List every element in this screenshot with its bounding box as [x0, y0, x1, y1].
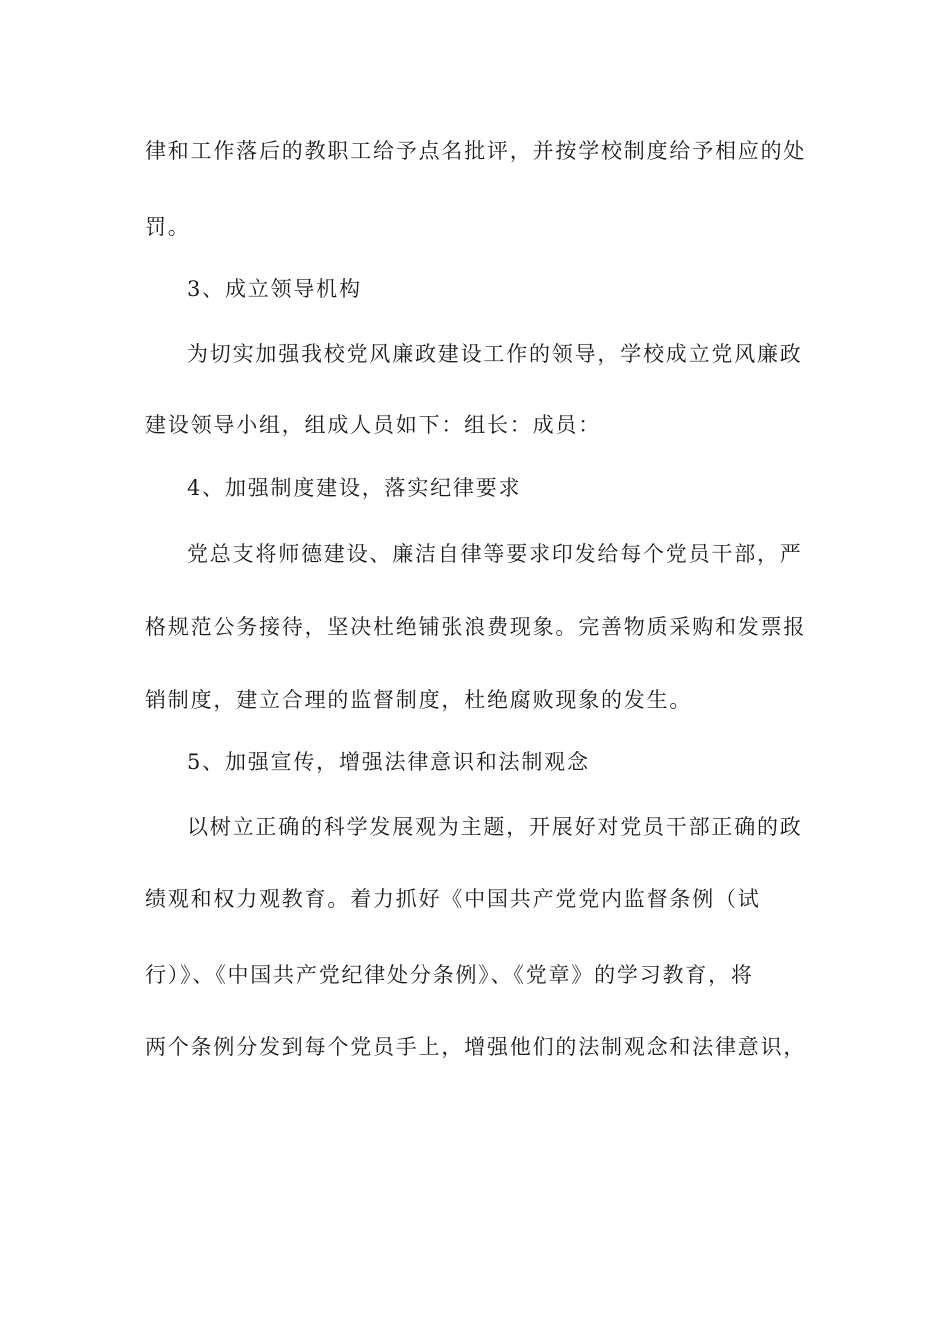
paragraph-start-line: 以树立正确的科学发展观为主题，开展好对党员干部正确的政 — [187, 815, 803, 839]
body-text-line: 绩观和权力观教育。着力抓好《中国共产党党内监督条例（试 — [145, 887, 761, 911]
body-text-line: 格规范公务接待，坚决杜绝铺张浪费现象。完善物质采购和发票报 — [145, 615, 807, 639]
body-text-line: 罚。 — [145, 215, 191, 239]
body-text-line: 两个条例分发到每个党员手上，增强他们的法制观念和法律意识， — [145, 1035, 807, 1059]
section-heading-3: 3、成立领导机构 — [187, 277, 362, 301]
paragraph-start-line: 党总支将师德建设、廉洁自律等要求印发给每个党员干部，严 — [187, 542, 803, 566]
body-text-line: 建设领导小组，组成人员如下：组长：成员： — [145, 413, 601, 437]
section-heading-4: 4、加强制度建设，落实纪律要求 — [187, 476, 522, 500]
body-text-line: 销制度，建立合理的监督制度，杜绝腐败现象的发生。 — [145, 688, 693, 712]
body-text-line: 律和工作落后的教职工给予点名批评，并按学校制度给予相应的处 — [145, 139, 807, 163]
body-text-line: 行）》、《中国共产党纪律处分条例》、《党章》的学习教育，将 — [145, 963, 754, 987]
section-heading-5: 5、加强宣传，增强法律意识和法制观念 — [187, 750, 590, 774]
paragraph-start-line: 为切实加强我校党风廉政建设工作的领导，学校成立党风廉政 — [187, 342, 803, 366]
